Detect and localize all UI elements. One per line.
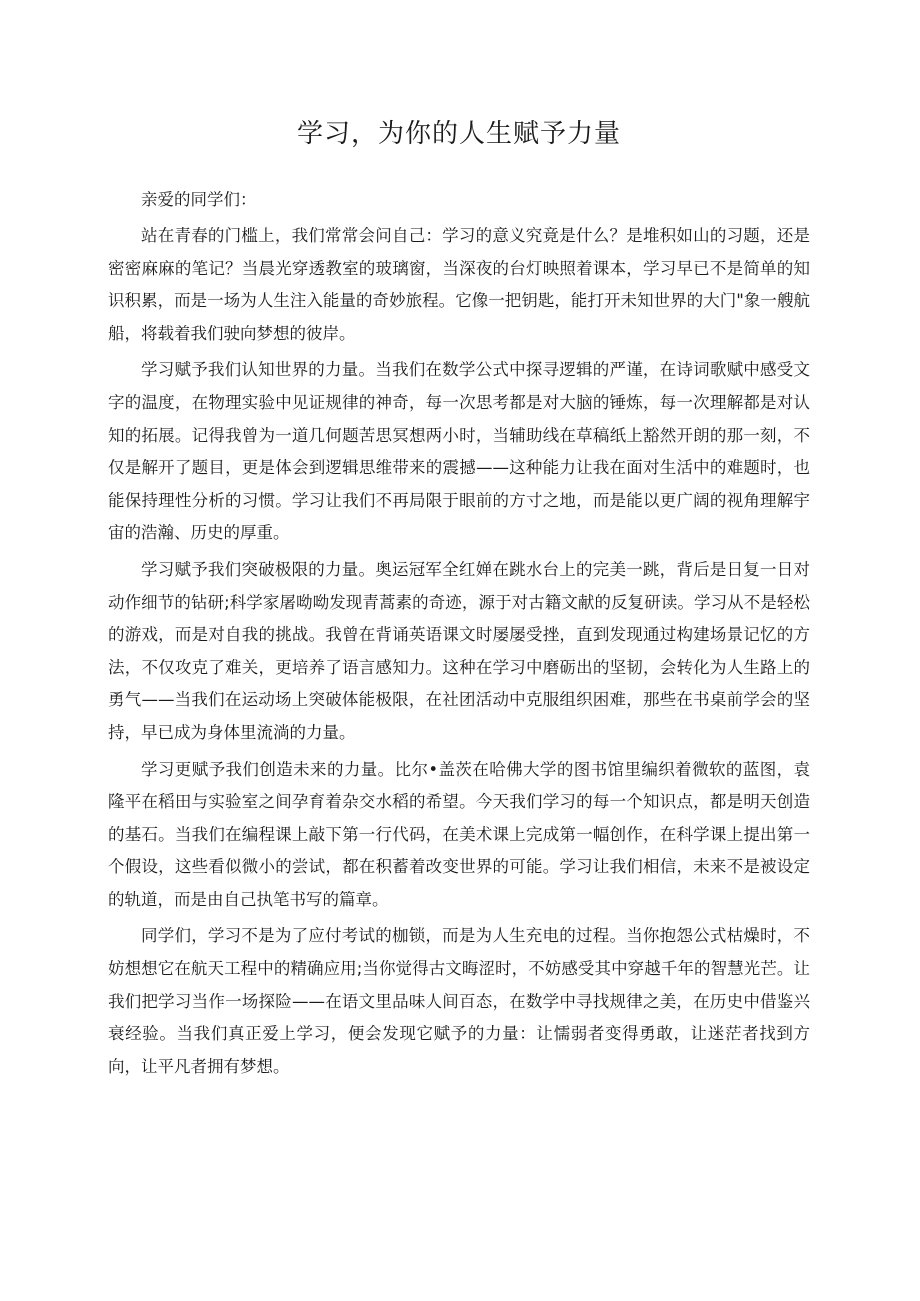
paragraph: 学习赋予我们突破极限的力量。奥运冠军全红婵在跳水台上的完美一跳，背后是日复一日对动作细节的钻研;科学家屠呦呦发现青蒿素的奇迹，源于对古籍文献的反复研读。学习从不是轻松的游戏，而是对自我的挑战。我曾在背诵英语课文时屡屡受挫，直到发现通过构建场景记忆的方法，不仅攻克了难关，更培养了语言感知力。这种在学习中磨砺出的坚韧，会转化为人生路上的勇气——当我们在运动场上突破体能极限，在社团活动中克服组织困难，那些在书桌前学会的坚持，早已成为身体里流淌的力量。 — [108, 559, 810, 742]
paragraph: 学习更赋予我们创造未来的力量。比尔•盖茨在哈佛大学的图书馆里编织着微软的蓝图，袁隆平在稻田与实验室之间孕育着杂交水稻的希望。今天我们学习的每一个知识点，都是明天创造的基石。当我们在编程课上敲下第一行代码，在美术课上完成第一幅创作，在科学课上提出第一个假设，这些看似微小的尝试，都在积蓄着改变世界的可能。学习让我们相信，未来不是被设定的轨道，而是由自己执笔书写的篇章。 — [108, 759, 810, 909]
greeting: 亲爱的同学们： — [141, 190, 257, 209]
paragraph: 站在青春的门槛上，我们常常会问自己：学习的意义究竟是什么？是堆积如山的习题，还是密密麻麻的笔记？当晨光穿透教室的玻璃窗，当深夜的台灯映照着课本，学习早已不是简单的知识积累，而是一场为人生注入能量的奇妙旅程。它像一把钥匙，能打开未知世界的大门"象一艘航船，将载着我们驶向梦想的彼岸。 — [108, 226, 810, 343]
paragraph: 同学们，学习不是为了应付考试的枷锁，而是为人生充电的过程。当你抱怨公式枯燥时，不妨想想它在航天工程中的精确应用;当你觉得古文晦涩时，不妨感受其中穿越千年的智慧光芒。让我们把学习当作一场探险——在语文里品味人间百态，在数学中寻找规律之美，在历史中借鉴兴衰经验。当我们真正爱上学习，便会发现它赋予的力量：让懦弱者变得勇敢，让迷茫者找到方向，让平凡者拥有梦想。 — [108, 926, 810, 1076]
paragraph: 学习赋予我们认知世界的力量。当我们在数学公式中探寻逻辑的严谨，在诗词歌赋中感受文字的温度，在物理实验中见证规律的神奇，每一次思考都是对大脑的锤炼，每一次理解都是对认知的拓展。记得我曾为一道几何题苦思冥想两小时，当辅助线在草稿纸上豁然开朗的那一刻，不仅是解开了题目，更是体会到逻辑思维带来的震撼——这种能力让我在面对生活中的难题时，也能保持理性分析的习惯。学习让我们不再局限于眼前的方寸之地，而是能以更广阔的视角理解宇宙的浩瀚、历史的厚重。 — [108, 360, 810, 543]
page-title: 学习，为你的人生赋予力量 — [296, 119, 621, 149]
document-page — [108, 112, 810, 1087]
